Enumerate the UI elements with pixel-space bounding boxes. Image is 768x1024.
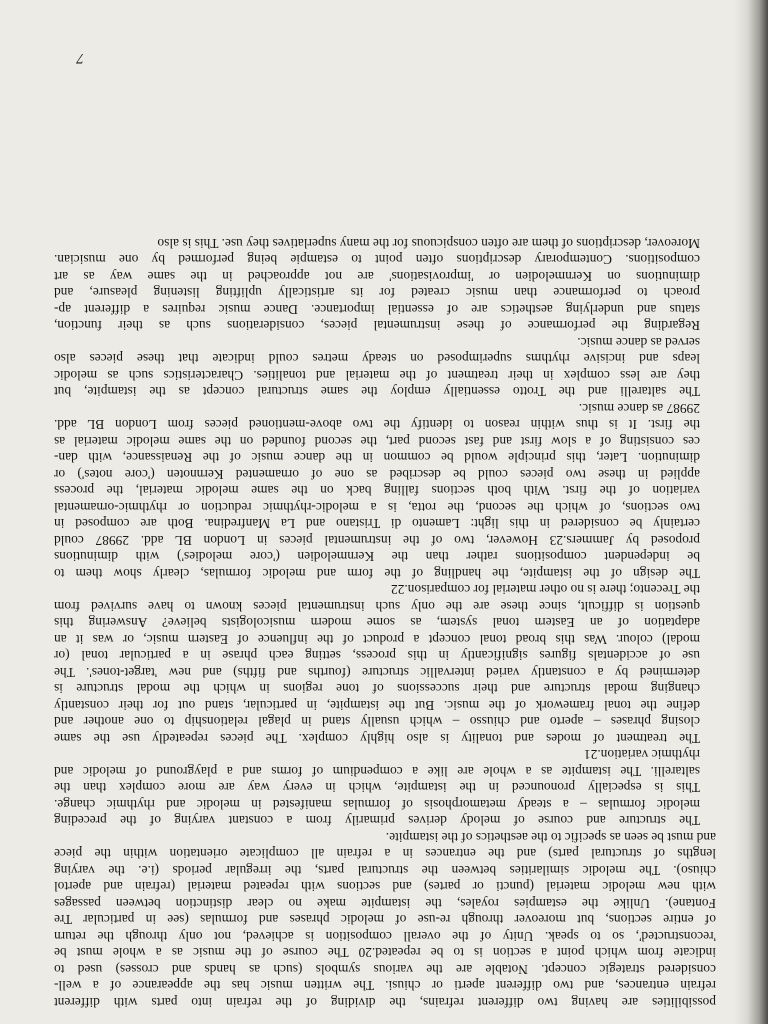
- text-line: melodic formulas – a steady metamorphosis of formulas manifested in melodic and rhythmic change.: [54, 797, 700, 812]
- text-line: use of accidentals figures significantly in this process, setting each phrase in a particular tonal (or: [54, 648, 700, 664]
- paragraph: [54, 581, 716, 746]
- text-line: ces consisting of a slow first and fast second part, the second founded on the same melodic material as: [54, 434, 700, 449]
- text-line: modal) colour. Was this broad tonal concept a product of the influence of Eastern music, or was it an: [54, 632, 700, 647]
- text-line: lengths of structural parts) and the entrances in a refrain all complicate orientation within the piece: [54, 846, 716, 862]
- text-line: diminutions on Kernmelodien or 'improvisations' are not approached in the same way as art: [54, 269, 700, 284]
- text-line: status and underlying aesthetics are of essential importance. Dance music requires a different ap-: [54, 302, 700, 317]
- text-line: they are less complex in their treatment of the material and tonalities. Characteristics such as melodic: [54, 368, 700, 383]
- body-text: [54, 235, 716, 1011]
- text-line: proposed by Jammers.23 However, two of the instrumental pieces in London BL add. 29987 could: [54, 533, 700, 548]
- text-line: changing modal structure and their successions of tone regions in which the modal structure is: [54, 681, 700, 697]
- text-line: saltarelli. The istampite as a whole are like a compendium of forms and a playground of melodic and: [54, 764, 700, 779]
- text-line: rhythmic variation.21: [583, 747, 700, 763]
- text-line: Fontane). Unlike the estampies royales, the istampite make no clear distinction between passages: [54, 896, 716, 911]
- text-line: question is difficult, since these are the only such instrumental pieces known to have survived from: [54, 599, 700, 614]
- paragraph: [54, 334, 716, 400]
- text-line: Moreover, descriptions of them are often conspicuous for the many superlatives they use. This is also: [157, 236, 700, 251]
- text-line: 'reconstructed', so to speak. Unity of the overall composition is achieved, not only through the return: [54, 929, 716, 944]
- text-line: diminution. Later, this principle would be common in the dance music of the Renaissance, with dan-: [54, 450, 700, 466]
- text-line: applied in these two pieces could be described as one of ornamented Kernnoten ('core notes') or: [54, 467, 700, 482]
- text-line: closing phrases – aperto and chiusso – which usually stand in plagal relationship to one another and: [54, 714, 700, 730]
- text-line: The treatment of modes and tonality is also highly complex. The pieces repeatedly use the same: [54, 731, 700, 746]
- text-line: with new melodic material (puncti or partes) and sections with repeated material (refrain and apertol: [54, 879, 716, 895]
- text-line: indicate from which point a section is to be repeated.20 The course of the music as a whole must be: [54, 945, 716, 961]
- text-line: two sections, of which the second, the rotta, is a melodic-rhythmic reduction or rhythmic-ornamental: [54, 500, 700, 515]
- text-line: The saltarelli and the Trotto essentially employ the same structural concept as the istampite, but: [54, 384, 700, 400]
- text-line: variation of the first. With both sections falling back on the same melodic material, the process: [54, 483, 700, 499]
- text-line: proach to performance than music created for its artistically uplifting listening pleasure, and: [54, 285, 700, 301]
- text-line: possibilities are having two different refrains, the dividing of the refrain into parts with different: [54, 995, 716, 1010]
- text-line: 29987 as dance music.: [578, 401, 700, 416]
- text-line: The structure and course of melody derives primarily from a constant varying of the preceding: [54, 813, 700, 829]
- text-line: compositions. Contemporary descriptions often point to estampie being performed by one musician.: [54, 252, 700, 268]
- text-line: The design of the istampite, the handling of the form and melodic formulas, clearly show them to: [54, 566, 700, 581]
- text-line: determined by a constantly varied intervallic structure (fourths and fifths) and new 'target-tones'. The: [54, 665, 700, 680]
- text-line: leaps and incisive rhythms superimposed on steady metres could indicate that these pieces also: [54, 351, 700, 367]
- paragraph: [54, 400, 716, 582]
- paragraph: [54, 235, 716, 334]
- text-line: be independent compositions rather than the Kernmelodien ('core melodies') with diminutions: [54, 549, 700, 565]
- text-line: the Trecento; there is no other material for comparison.22: [390, 582, 700, 598]
- text-line: and must be seen as specific to the aesthetics of the istampite.: [385, 830, 716, 845]
- paragraph: [54, 829, 716, 1011]
- text-line: This is especially pronounced in the istampite, which in every way are more complex than the: [54, 780, 700, 796]
- text-line: define the tonal framework of the music. But the istampite, in particular, stand out for their constantly: [54, 698, 700, 713]
- text-line: refrain entrances, and two different aperti or chiusi. The written music has the appearance of a well-: [54, 978, 716, 994]
- text-line: chiuso). The melodic similarities between the structural parts, the irregular periods (i.e. the varying: [54, 863, 716, 878]
- text-line: served as dance music.: [577, 335, 700, 350]
- text-line: the first. It is thus within reason to identify the two above-mentioned pieces from London BL add.: [54, 417, 700, 433]
- text-line: adaptation of an Eastern tonal system, as some modern musicologists believe? Answering this: [54, 615, 700, 631]
- text-line: of entire sections, but moreover through re-use of melodic phrases and formulas (see in particular Tre: [54, 912, 716, 928]
- text-line: considered strategic concept. Notable are the various symbols (such as hands and crosses) used to: [54, 962, 716, 977]
- paragraph: [54, 746, 716, 829]
- text-line: Regarding the performance of these instrumental pieces, considerations such as their function,: [54, 318, 700, 334]
- page-number: 7: [76, 50, 84, 66]
- text-line: certainly be considered in this light: Lamento di Tristano and La Manfredina. Both are composed in: [54, 516, 700, 532]
